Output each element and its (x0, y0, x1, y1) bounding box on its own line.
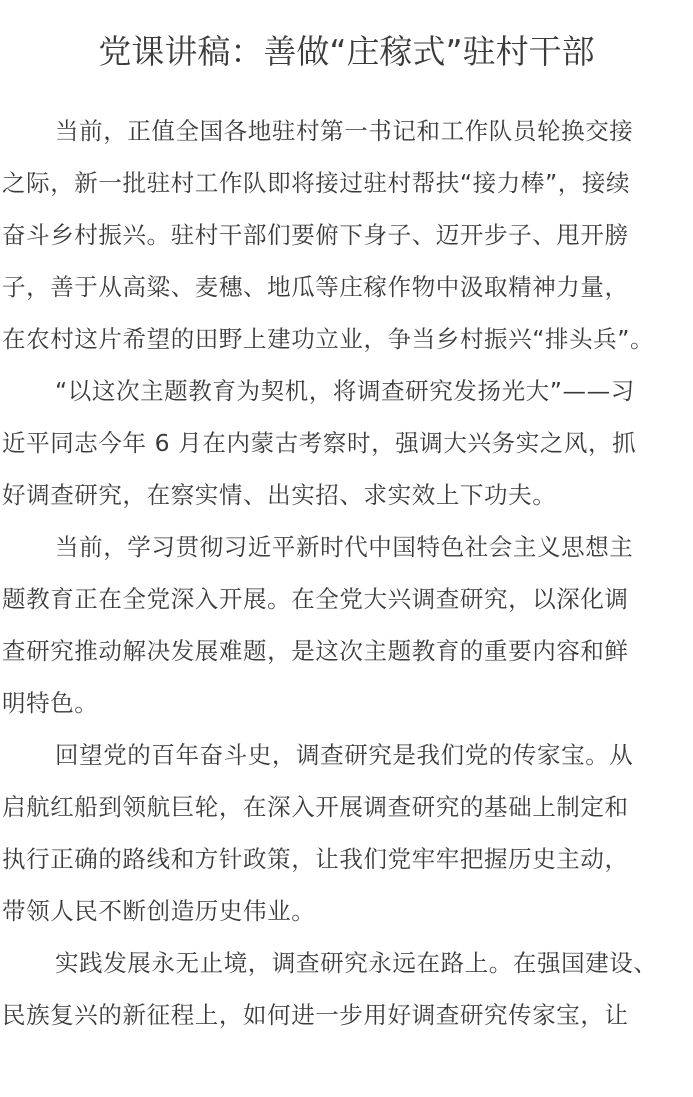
paragraph-line: 奋斗乡村振兴。驻村干部们要俯下身子、迈开步子、甩开膀 (2, 221, 629, 249)
paragraph-line: “以这次主题教育为契机，将调查研究发扬光大”——习 (55, 377, 635, 405)
paragraph-line: 子，善于从高粱、麦穗、地瓜等庄稼作物中汲取精神力量， (2, 273, 629, 301)
paragraph-line: 题教育正在全党深入开展。在全党大兴调查研究，以深化调 (2, 585, 629, 613)
paragraph-line: 明特色。 (2, 689, 99, 717)
article-title: 党课讲稿：善做“庄稼式”驻村干部 (98, 32, 595, 71)
paragraph-line: 在农村这片希望的田野上建功立业，争当乡村振兴“排头兵”。 (2, 325, 655, 353)
paragraph-line: 带领人民不断创造历史伟业。 (2, 897, 316, 925)
paragraph-line: 近平同志今年 6 月在内蒙古考察时，强调大兴务实之风，抓 (2, 429, 637, 457)
paragraph-line: 当前，学习贯彻习近平新时代中国特色社会主义思想主 (55, 533, 634, 561)
paragraph-line: 查研究推动解决发展难题，是这次主题教育的重要内容和鲜 (2, 637, 629, 665)
paragraph-line: 启航红船到领航巨轮，在深入开展调查研究的基础上制定和 (2, 793, 629, 821)
paragraph-2 (2, 365, 692, 521)
paragraph-line: 实践发展永无止境，调查研究永远在路上。在强国建设、 (55, 949, 658, 977)
paragraph-line: 执行正确的路线和方针政策，让我们党牢牢把握历史主动， (2, 845, 629, 873)
paragraph-5 (2, 937, 692, 1041)
paragraph-line: 回望党的百年奋斗史，调查研究是我们党的传家宝。从 (55, 741, 634, 769)
paragraph-3 (2, 521, 692, 729)
paragraph-1 (2, 105, 692, 365)
paragraph-line: 民族复兴的新征程上，如何进一步用好调查研究传家宝，让 (2, 1001, 629, 1029)
paragraph-4 (2, 729, 692, 937)
paragraph-line: 当前，正值全国各地驻村第一书记和工作队员轮换交接 (55, 117, 634, 145)
article-body (2, 105, 692, 1041)
paragraph-line: 之际，新一批驻村工作队即将接过驻村帮扶“接力棒”，接续 (2, 169, 631, 197)
paragraph-line: 好调查研究，在察实情、出实招、求实效上下功夫。 (2, 481, 557, 509)
